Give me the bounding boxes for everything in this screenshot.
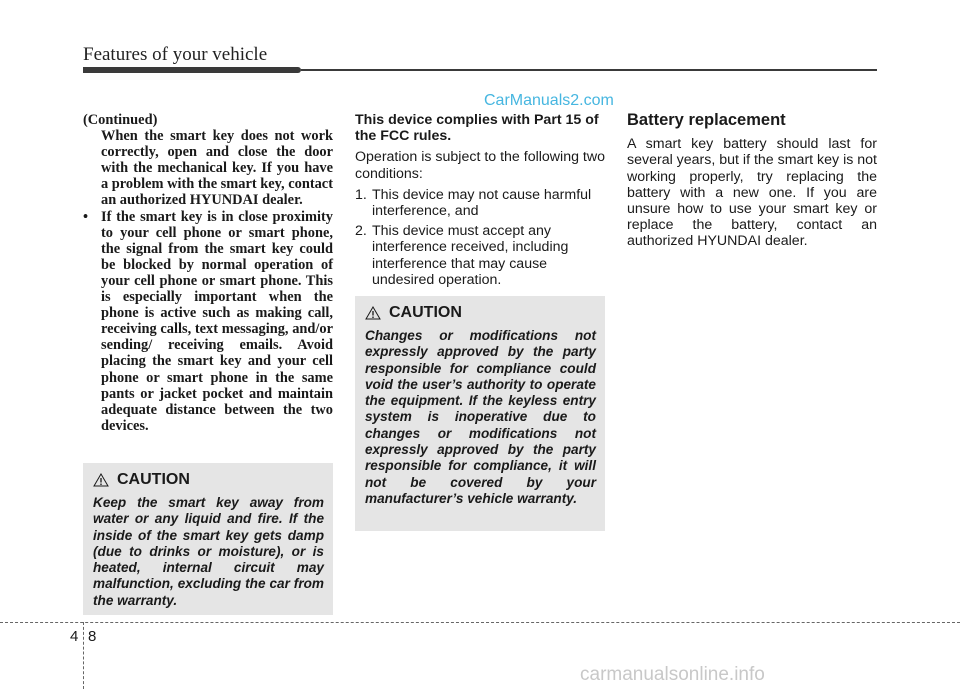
bullet-dot: • xyxy=(83,208,89,225)
continued-label: (Continued) xyxy=(83,112,158,128)
column-3 xyxy=(627,112,877,250)
watermark-bottom[interactable]: carmanualsonline.info xyxy=(580,664,765,685)
fcc-subject: Operation is subject to the following two conditions: xyxy=(355,149,605,182)
condition-item xyxy=(355,223,605,288)
chapter-number: 4 xyxy=(70,628,79,645)
caution-header xyxy=(93,471,324,489)
caution-box-smart-key xyxy=(83,463,333,615)
battery-text: A smart key battery should last for several years, but if the smart key is not working properly, try replacing the battery with a new one. If you are unsure how to use your smart key or replace the battery, contact an authorized HYUNDAI dealer. xyxy=(627,136,877,250)
caution-header xyxy=(365,304,596,322)
page-number: 8 xyxy=(88,628,97,645)
continued-text: When the smart key does not work correctly, open and close the door with the mechanical key. If you have a problem with the smart key, contact an authorized HYUNDAI dealer. xyxy=(101,128,333,209)
header-title: Features of your vehicle xyxy=(83,44,268,65)
bullet-item xyxy=(83,209,333,434)
header-bar xyxy=(83,67,301,73)
caution-title: CAUTION xyxy=(117,471,190,488)
warning-triangle-icon xyxy=(93,473,109,487)
bullet-text: If the smart key is in close proximity to your cell phone or smart phone, the signal from the smart key could be blocked by normal operation of your cell phone or smart phone. This is especially important when the phone is active such as making call, receiving calls, text messaging, and/or sending/ receiving emails. Avoid placing the smart key and your cell phone or smart phone in the same pants or jacket pocket and maintain adequate distance between the two devices. xyxy=(101,208,333,434)
caution-box-fcc xyxy=(355,296,605,531)
footer-rule xyxy=(0,622,960,623)
condition-text: This device must accept any interference received, including interference that may cause undesired operation. xyxy=(372,223,569,288)
column-1 xyxy=(83,112,333,434)
caution-text: Changes or modifications not expressly approved by the party responsible for compliance could void the user’s authority to operate the equipment. If the keyless entry system is inoperative due to changes or modifications not expressly approved by the party responsible for compliance, it will not be covered by your manufacturer’s vehicle warranty. xyxy=(365,328,596,506)
condition-item xyxy=(355,187,605,219)
header-rule xyxy=(301,69,877,71)
condition-number: 1. xyxy=(355,186,367,203)
caution-title: CAUTION xyxy=(389,304,462,321)
fcc-intro: This device complies with Part 15 of the FCC rules. xyxy=(355,112,599,145)
watermark-top[interactable]: CarManuals2.com xyxy=(484,92,614,109)
warning-triangle-icon xyxy=(365,306,381,320)
condition-number: 2. xyxy=(355,223,367,240)
section-heading: Battery replacement xyxy=(627,111,786,129)
column-2 xyxy=(355,112,605,292)
caution-text: Keep the smart key away from water or any liquid and fire. If the inside of the smart key gets damp (due to drinks or moisture), or is heated, internal circuit may malfunction, excluding the car from the warranty. xyxy=(93,495,324,608)
condition-text: This device may not cause harmful interference, and xyxy=(372,186,592,220)
footer-divider xyxy=(83,622,84,689)
